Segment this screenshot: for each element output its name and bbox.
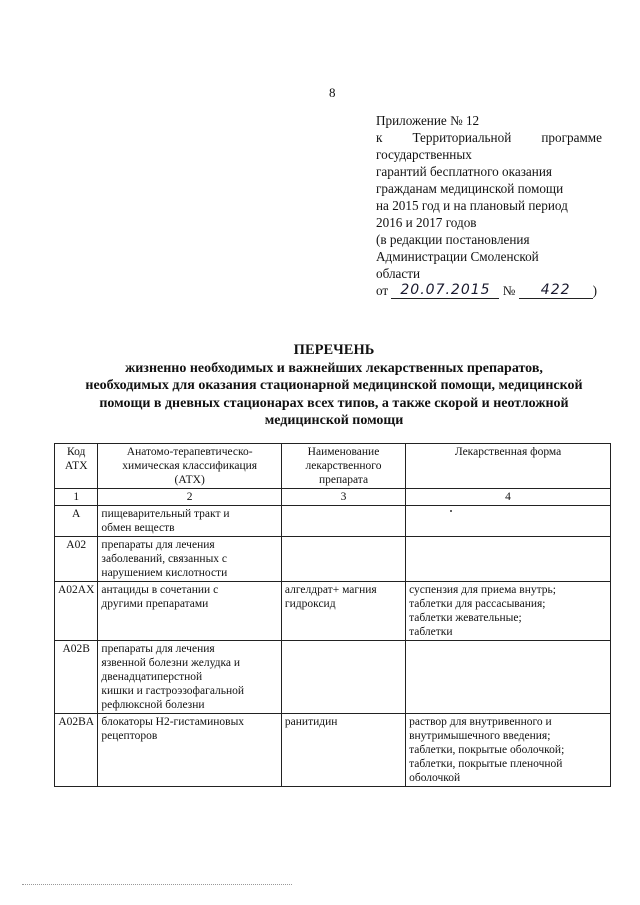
row-classification-cell-line: заболеваний, связанных с — [101, 553, 228, 565]
column-number-row — [55, 489, 611, 506]
appendix-line: (в редакции постановления — [376, 232, 530, 247]
appendix-line: государственных — [376, 147, 472, 162]
row-code-cell: A02B — [55, 641, 98, 714]
row-dosage-form-cell-line: суспензия для приема внутрь; — [409, 584, 556, 596]
row-drug-name-cell — [281, 582, 405, 641]
table-row — [55, 582, 611, 641]
row-dosage-form-cell-line: таблетки, покрытые пленочной — [409, 758, 563, 770]
row-dosage-form-cell — [406, 506, 611, 537]
appendix-third-word: программе — [541, 130, 602, 145]
row-code-cell: A02AX — [55, 582, 98, 641]
table-row — [55, 537, 611, 582]
column-number: 3 — [281, 489, 405, 506]
scan-speck — [450, 510, 452, 512]
appendix-block — [376, 112, 602, 299]
from-label: от — [376, 283, 389, 298]
header-drug-name — [281, 444, 405, 489]
header-classification-line: Анатомо-терапевтическо- — [126, 446, 253, 458]
appendix-line: 2016 и 2017 годов — [376, 215, 477, 230]
row-classification-cell-line: препараты для лечения — [101, 539, 215, 551]
title-line: медицинской помощи — [264, 413, 404, 428]
header-form-line: Лекарственная форма — [454, 446, 562, 458]
table-row — [55, 714, 611, 787]
row-dosage-form-cell-line: таблетки — [409, 626, 453, 638]
row-classification-cell — [98, 537, 282, 582]
column-number: 2 — [98, 489, 282, 506]
header-classification-line: химическая классификация — [122, 460, 258, 472]
row-code-cell: A — [55, 506, 98, 537]
appendix-line: гражданам медицинской помощи — [376, 181, 564, 196]
page-number: 8 — [329, 85, 336, 100]
appendix-title: Приложение № 12 — [376, 113, 480, 128]
row-drug-name-cell-line: ранитидин — [284, 716, 338, 728]
resolution-reference — [376, 282, 602, 299]
row-dosage-form-cell-line: таблетки для рассасывания; — [409, 598, 546, 610]
table-row — [55, 506, 611, 537]
header-name-line: препарата — [318, 474, 369, 486]
row-classification-cell-line: блокаторы Н2-гистаминовых — [101, 716, 245, 728]
row-classification-cell-line: рефлюксной болезни — [101, 699, 205, 711]
row-classification-cell — [98, 641, 282, 714]
row-drug-name-cell — [281, 537, 405, 582]
header-name-line: лекарственного — [305, 460, 382, 472]
title-main: ПЕРЕЧЕНЬ — [293, 342, 375, 358]
document-title — [60, 342, 608, 430]
appendix-first-word: к — [376, 130, 383, 145]
row-drug-name-cell — [281, 641, 405, 714]
row-classification-cell — [98, 582, 282, 641]
row-classification-cell-line: двенадцатиперстной — [101, 671, 203, 683]
header-classification-line: (АТХ) — [174, 474, 205, 486]
row-classification-cell — [98, 506, 282, 537]
appendix-line: на 2015 год и на плановый период — [376, 198, 568, 213]
row-dosage-form-cell — [406, 714, 611, 787]
column-number: 4 — [406, 489, 611, 506]
row-classification-cell-line: нарушением кислотности — [101, 567, 228, 579]
row-classification-cell-line: антациды в сочетании с — [101, 584, 219, 596]
handwritten-number: 422 — [519, 283, 593, 299]
table-row — [55, 641, 611, 714]
header-dosage-form — [406, 444, 611, 489]
row-classification-cell-line: препараты для лечения — [101, 643, 215, 655]
drug-list-table — [54, 443, 611, 787]
row-dosage-form-cell — [406, 582, 611, 641]
title-line: помощи в дневных стационарах всех типов, а также скорой и неотложной — [99, 395, 569, 411]
row-classification-cell-line: язвенной болезни желудка и — [101, 657, 241, 669]
row-drug-name-cell — [281, 506, 405, 537]
appendix-line: гарантий бесплатного оказания — [376, 164, 552, 179]
row-classification-cell-line: другими препаратами — [101, 598, 209, 610]
title-line: необходимых для оказания стационарной медицинской помощи, медицинской — [85, 378, 583, 393]
row-dosage-form-cell — [406, 641, 611, 714]
row-drug-name-cell-line: алгелдрат+ магния — [284, 584, 377, 596]
row-code-cell: A02BA — [55, 714, 98, 787]
header-code-line: АТХ — [64, 460, 88, 472]
row-code-cell: A02 — [55, 537, 98, 582]
title-line: жизненно необходимых и важнейших лекарственных препаратов, — [125, 360, 543, 376]
handwritten-date: 20.07.2015 — [391, 283, 499, 299]
appendix-line: Администрации Смоленской — [376, 249, 539, 264]
row-dosage-form-cell-line: оболочкой — [409, 772, 461, 784]
appendix-first-line — [376, 129, 602, 146]
row-classification-cell-line: кишки и гастроэзофагальной — [101, 685, 245, 697]
row-dosage-form-cell-line: раствор для внутривенного и — [409, 716, 552, 728]
header-name-line: Наименование — [307, 446, 380, 458]
table-header-row — [55, 444, 611, 489]
column-number: 1 — [55, 489, 98, 506]
row-classification-cell-line: обмен веществ — [101, 522, 175, 534]
row-dosage-form-cell-line: таблетки, покрытые оболочкой; — [409, 744, 565, 756]
closing-paren: ) — [592, 283, 598, 298]
row-classification-cell-line: пищеварительный тракт и — [101, 508, 230, 520]
appendix-second-word: Территориальной — [412, 130, 512, 145]
row-classification-cell-line: рецепторов — [101, 730, 158, 742]
row-dosage-form-cell — [406, 537, 611, 582]
header-code-line: Код — [67, 446, 86, 458]
footer-rule — [22, 884, 292, 885]
row-dosage-form-cell-line: таблетки жевательные; — [409, 612, 522, 624]
appendix-line: области — [376, 266, 421, 281]
header-classification — [98, 444, 282, 489]
row-drug-name-cell-line: гидроксид — [284, 598, 336, 610]
header-code — [55, 444, 98, 489]
row-dosage-form-cell-line: внутримышечного введения; — [409, 730, 551, 742]
row-drug-name-cell — [281, 714, 405, 787]
number-label: № — [502, 283, 516, 298]
row-classification-cell — [98, 714, 282, 787]
